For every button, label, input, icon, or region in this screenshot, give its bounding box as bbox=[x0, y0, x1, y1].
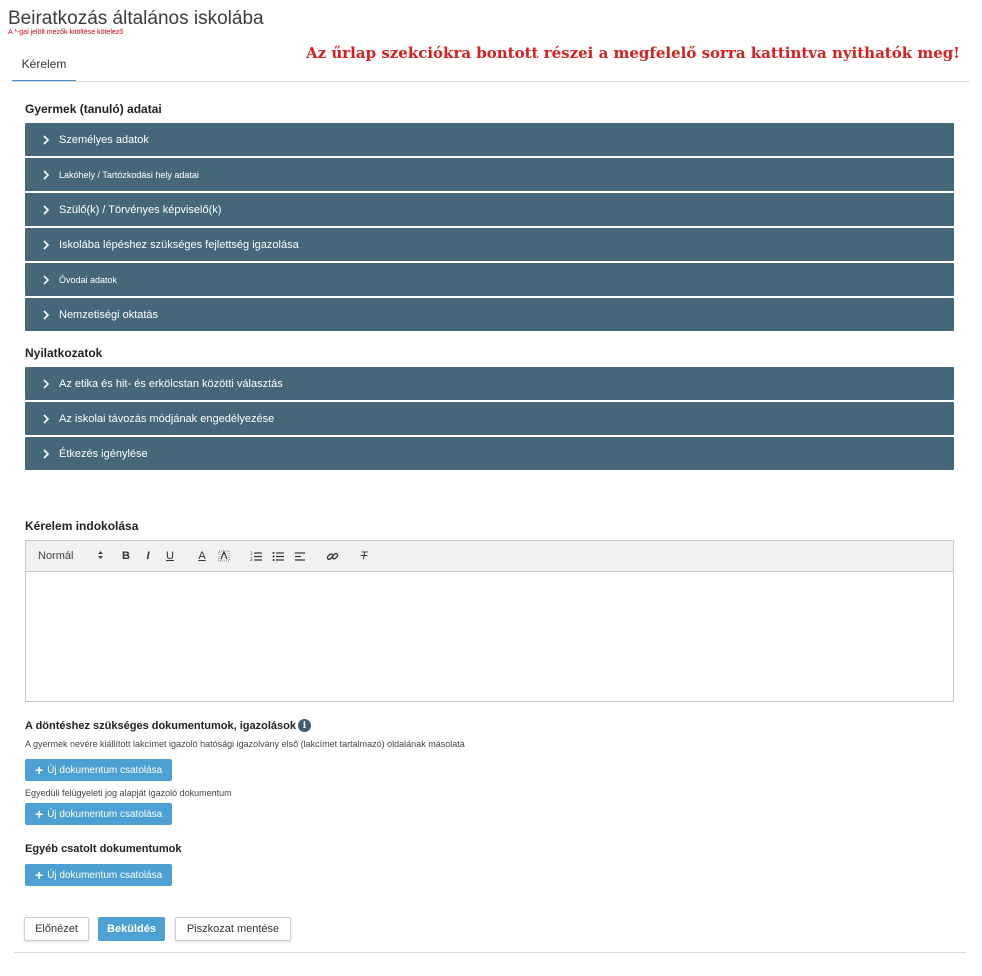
accordion-child-data bbox=[25, 123, 954, 333]
accordion-label: Személyes adatok bbox=[59, 133, 149, 146]
accordion-label: Nemzetiségi oktatás bbox=[59, 308, 159, 321]
chevron-right-icon bbox=[39, 412, 53, 426]
attach-document-button-custody[interactable] bbox=[25, 803, 172, 825]
other-documents-heading: Egyéb csatolt dokumentumok bbox=[25, 843, 182, 855]
preview-button[interactable]: Előnézet bbox=[24, 917, 89, 941]
editor-toolbar bbox=[26, 541, 953, 572]
attach-document-button-address[interactable] bbox=[25, 759, 172, 781]
plus-icon: + bbox=[35, 762, 44, 778]
submit-button[interactable]: Beküldés bbox=[98, 917, 165, 941]
documents-title bbox=[25, 719, 311, 732]
ordered-list-icon[interactable] bbox=[248, 548, 264, 564]
accordion-label: Lakóhely / Tartózkodási hely adatai bbox=[59, 169, 199, 180]
italic-button[interactable]: I bbox=[146, 550, 150, 562]
instruction-banner: Az űrlap szekciókra bontott részei a megfelelő sorra kattintva nyithatók meg! bbox=[306, 44, 960, 62]
page-title: Beiratkozás általános iskolába bbox=[8, 8, 264, 29]
chevron-right-icon bbox=[39, 273, 53, 287]
accordion-label: Az etika és hit- és erkölcstan közötti választás bbox=[59, 377, 283, 390]
accordion-label: Az iskolai távozás módjának engedélyezése bbox=[59, 412, 275, 425]
accordion-kindergarten-data[interactable] bbox=[25, 263, 954, 296]
footer-divider bbox=[14, 952, 966, 953]
documents-title-text: A döntéshez szükséges dokumentumok, igazolások bbox=[25, 719, 296, 732]
accordion-ethics-choice[interactable] bbox=[25, 367, 954, 400]
accordion-label: Óvodai adatok bbox=[59, 274, 118, 285]
accordion-leave-permission[interactable] bbox=[25, 402, 954, 435]
svg-text:2: 2 bbox=[249, 556, 253, 562]
doc-custody-desc: Egyedüli felügyeleti jog alapját igazoló dokumentum bbox=[25, 788, 232, 798]
attach-document-button-other[interactable] bbox=[25, 864, 172, 886]
accordion-declarations bbox=[25, 367, 954, 472]
accordion-meal-request[interactable] bbox=[25, 437, 954, 470]
updown-icon bbox=[97, 550, 104, 563]
bold-button[interactable]: B bbox=[122, 550, 130, 562]
clear-format-icon[interactable] bbox=[356, 548, 372, 564]
font-color-button[interactable]: A bbox=[198, 550, 206, 562]
svg-text:1: 1 bbox=[249, 550, 253, 556]
chevron-right-icon bbox=[39, 168, 53, 182]
rich-text-editor bbox=[25, 540, 954, 702]
accordion-label: Iskolába lépéshez szükséges fejlettség igazolása bbox=[59, 238, 299, 251]
save-draft-button[interactable]: Piszkozat mentése bbox=[175, 917, 291, 941]
justification-text-area[interactable] bbox=[26, 572, 953, 701]
attach-button-label: Új dokumentum csatolása bbox=[47, 869, 163, 881]
plus-icon: + bbox=[35, 867, 44, 883]
section-heading-declarations: Nyilatkozatok bbox=[25, 346, 103, 360]
chevron-right-icon bbox=[39, 238, 53, 252]
link-icon[interactable] bbox=[324, 548, 340, 564]
accordion-label: Étkezés igénylése bbox=[59, 447, 148, 460]
underline-button[interactable]: U bbox=[166, 550, 174, 562]
chevron-right-icon bbox=[39, 308, 53, 322]
info-icon[interactable]: i bbox=[298, 719, 311, 732]
plus-icon: + bbox=[35, 806, 44, 822]
highlight-icon[interactable] bbox=[216, 548, 232, 564]
accordion-label: Szülő(k) / Törvényes képviselő(k) bbox=[59, 203, 222, 216]
required-fields-note: A *-gal jelölt mezők kitöltése kötelező bbox=[8, 29, 124, 36]
attach-button-label: Új dokumentum csatolása bbox=[47, 764, 163, 776]
accordion-personal-data[interactable] bbox=[25, 123, 954, 156]
attach-button-label: Új dokumentum csatolása bbox=[47, 808, 163, 820]
accordion-parents[interactable] bbox=[25, 193, 954, 226]
accordion-readiness-certificate[interactable] bbox=[25, 228, 954, 261]
accordion-residence-data[interactable] bbox=[25, 158, 954, 191]
bullet-list-icon[interactable] bbox=[270, 548, 286, 564]
doc-address-card-desc: A gyermek nevére kiállított lakcímet igazoló hatósági igazolvány első (lakcímet tartalmazó) oldalának másolata bbox=[25, 739, 465, 749]
chevron-right-icon bbox=[39, 377, 53, 391]
accordion-nationality-education[interactable] bbox=[25, 298, 954, 331]
align-icon[interactable] bbox=[292, 548, 308, 564]
chevron-right-icon bbox=[39, 203, 53, 217]
chevron-right-icon bbox=[39, 133, 53, 147]
section-heading-justification: Kérelem indokolása bbox=[25, 519, 139, 533]
format-select-value: Normál bbox=[38, 550, 74, 562]
chevron-right-icon bbox=[39, 447, 53, 461]
format-select[interactable] bbox=[38, 550, 104, 563]
tab-kerelem[interactable]: Kérelem bbox=[12, 50, 76, 82]
clear-format-glyph: T bbox=[360, 550, 368, 562]
section-heading-child: Gyermek (tanuló) adatai bbox=[25, 102, 162, 116]
tabs-divider bbox=[12, 81, 970, 82]
